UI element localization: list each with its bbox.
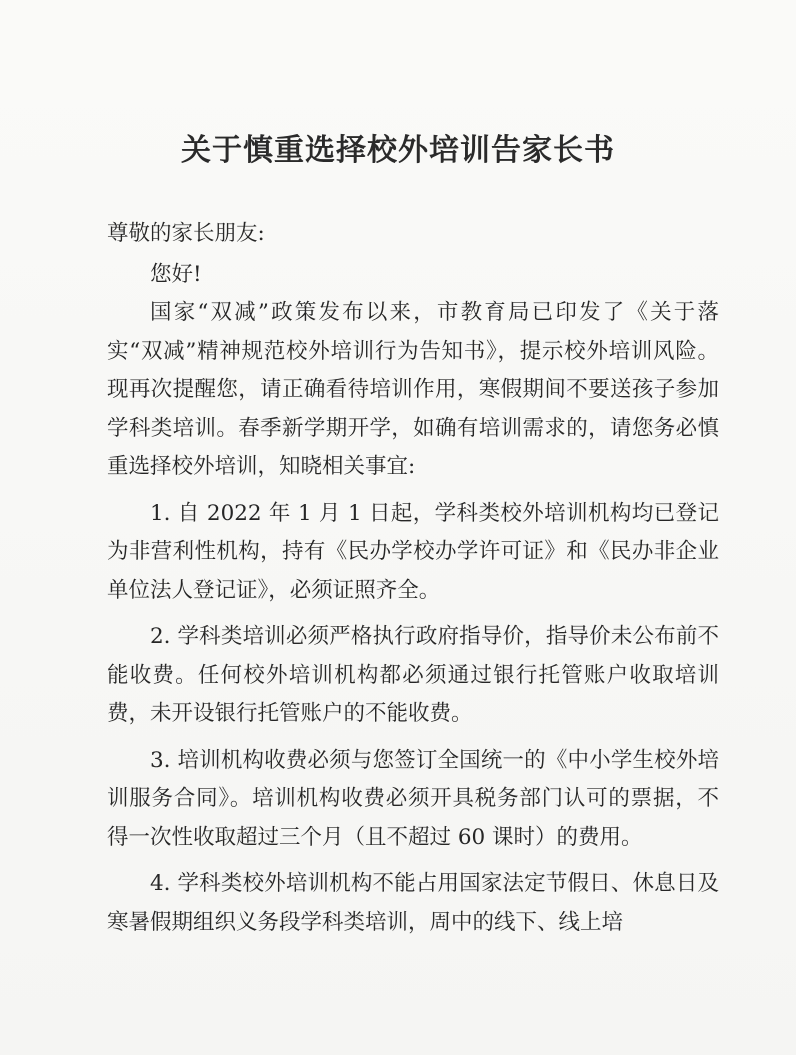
notice-item-2: 2. 学科类培训必须严格执行政府指导价，指导价未公布前不能收费。任何校外培训机构都必须通过银行托管账户收取培训费，未开设银行托管账户的不能收费。: [107, 624, 719, 726]
intro-paragraph: 国家“双减”政策发布以来，市教育局已印发了《关于落实“双减”精神规范校外培训行为告知书》，提示校外培训风险。现再次提醒您，请正确看待培训作用，寒假期间不要送孩子参加学科类培训。春季新学期开学，如确有培训需求的，请您务必慎重选择校外培训，知晓相关事宜:: [107, 300, 719, 479]
document-body: [107, 215, 719, 942]
notice-item-3: 3. 培训机构收费必须与您签订全国统一的《中小学生校外培训服务合同》。培训机构收费必须开具税务部门认可的票据，不得一次性收取超过三个月（且不超过 60 课时）的费用。: [107, 747, 719, 850]
document-title: 关于慎重选择校外培训告家长书: [181, 133, 615, 168]
greeting: 您好!: [150, 261, 202, 287]
notice-item-1: 1. 自 2022 年 1 月 1 日起，学科类校外培训机构均已登记为非营利性机构，持有《民办学校办学许可证》和《民办非企业单位法人登记证》，必须证照齐全。: [107, 500, 719, 603]
notice-item-4: 4. 学科类校外培训机构不能占用国家法定节假日、休息日及寒暑假期组织义务段学科类培训，周中的线下、线上培: [107, 871, 719, 935]
salutation: 尊敬的家长朋友:: [107, 221, 265, 246]
